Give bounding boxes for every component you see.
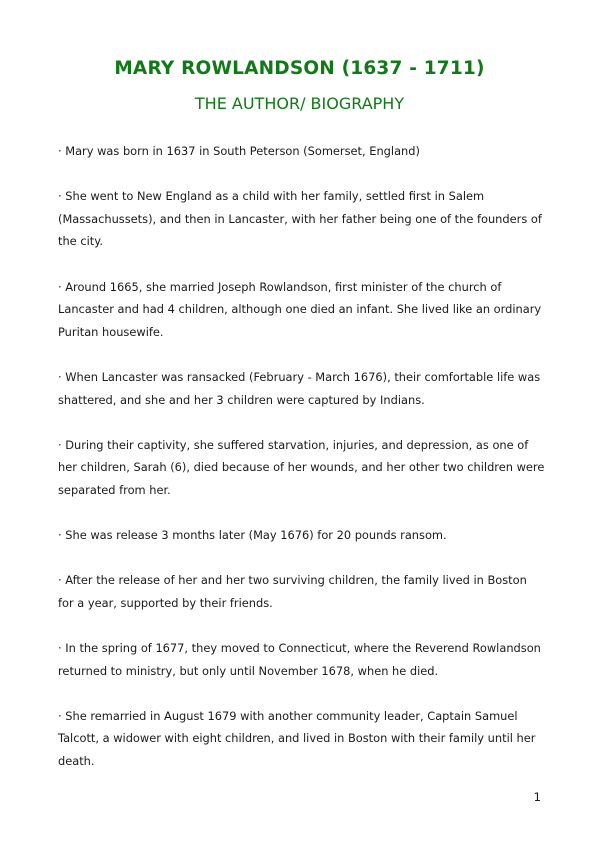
biography-paragraph: · When Lancaster was ransacked (February - March 1676), their comfortable life was shattered, and she and her 3 children were captured by Indians. — [58, 369, 541, 407]
page-number: 1 — [533, 790, 541, 804]
biography-content — [58, 140, 546, 795]
biography-paragraph: · She was release 3 months later (May 1676) for 20 pounds ransom. — [58, 528, 447, 543]
document-title: MARY ROWLANDSON (1637 - 1711) — [114, 58, 485, 79]
biography-paragraph: · After the release of her and her two surviving children, the family lived in Boston for a year, supported by their friends. — [58, 573, 527, 610]
biography-paragraph: · During their captivity, she suffered starvation, injuries, and depression, as one of her children, Sarah (6), died because of her wounds, and her other two children were separated from her. — [58, 437, 545, 497]
biography-paragraph: · She went to New England as a child with her family, settled first in Salem (Massachussets), and then in Lancaster, with her father being one of the founders of the city. — [58, 189, 542, 249]
biography-paragraph: · Around 1665, she married Joseph Rowlandson, first minister of the church of Lancaster and had 4 children, although one died an infant. She lived like an ordinary Puritan housewife. — [58, 279, 542, 339]
document-subtitle: THE AUTHOR/ BIOGRAPHY — [194, 94, 405, 113]
biography-paragraph: · She remarried in August 1679 with another community leader, Captain Samuel Talcott, a widower with eight children, and lived in Boston with their family until her death. — [58, 708, 536, 769]
biography-paragraph: · Mary was born in 1637 in South Peterson (Somerset, England) — [58, 144, 420, 158]
biography-paragraph: · In the spring of 1677, they moved to Connecticut, where the Reverend Rowlandson returned to ministry, but only until November 1678, when he died. — [58, 641, 541, 678]
